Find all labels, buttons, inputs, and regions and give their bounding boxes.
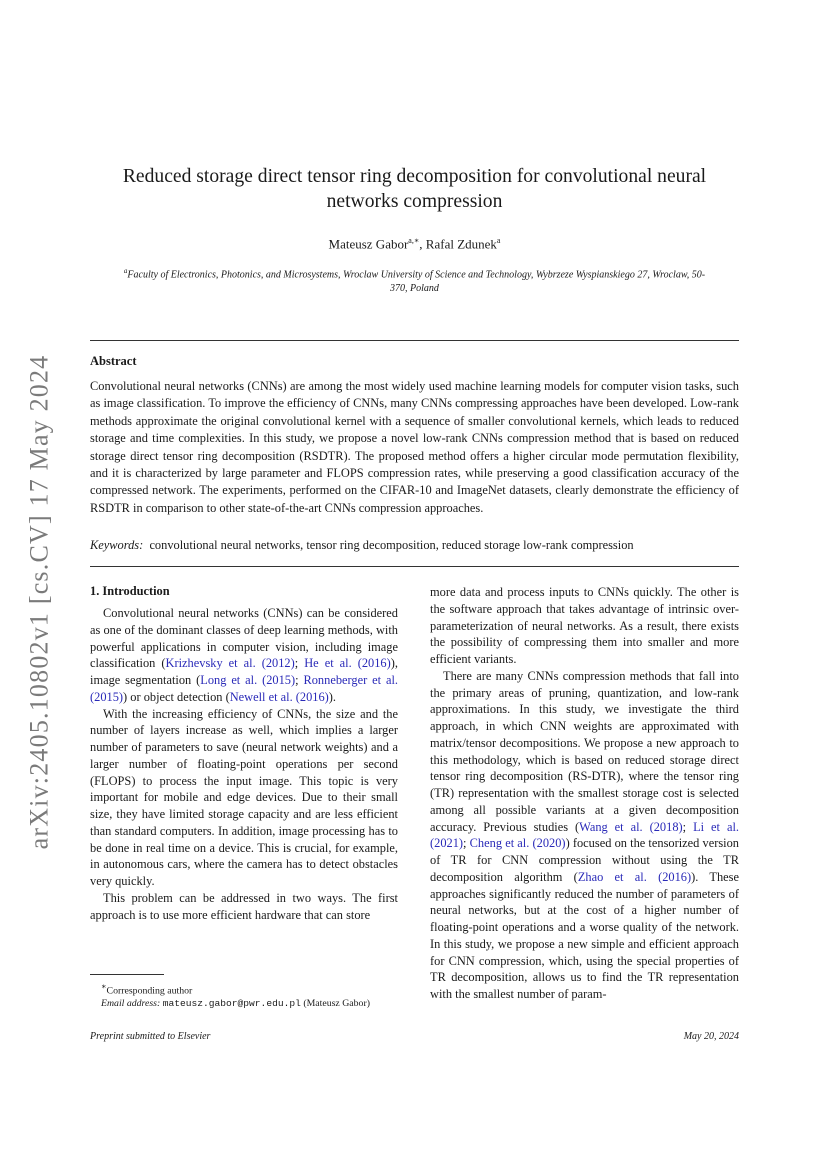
right-column [430,584,739,1003]
citation-link[interactable]: Ronneberger et al. (2015) [90,673,399,704]
affiliation-text: Faculty of Electronics, Photonics, and Microsystems, Wroclaw University of Science and Technology, Wybrzeze Wyspianskiego 27, Wroclaw, 50-370, Poland [127,269,706,295]
intro-paragraph-1: Convolutional neural networks (CNNs) can be considered as one of the dominant classes of deep learning methods, with powerful applications in computer vision, including image classification (Krizhevsky et al. (2012); He et al. (2016)), image segmentation (Long et al. (2015); Ronneberger et al. (2015)) or object detection (Newell et al. (2016)). [90,606,399,704]
intro-paragraph-2: With the increasing efficiency of CNNs, the size and the number of layers increase as well, which implies a larger number of parameters to save (neural network weights) and a larger number of floating-point operations per second (FLOPS) to process the input image. This topic is very important for mobile and edge devices. Due to their small size, they have limited storage capacity and are less efficient than standard computers. In addition, image processing has to be done in real time on a device. This is crucial, for example, in autonomous cars, where the camera has to detect obstacles very quickly. [90,706,398,888]
abstract-text: Convolutional neural networks (CNNs) are among the most widely used machine learning models for computer vision tasks, such as image classification. To improve the efficiency of CNNs, many CNNs compressing approaches have been developed. Low-rank methods approximate the original convolutional kernel with a sequence of smaller convolutional kernels, which leads to reduced storage and time complexities. In this study, we propose a novel low-rank CNNs compression method that is based on reduced storage direct tensor ring decomposition (RSDTR). The proposed method offers a higher circular mode permutation flexibility, and it is characterized by large parameter and FLOPS compression rates, while preserving a good classification accuracy of the compressed network. The experiments, performed on the CIFAR-10 and ImageNet datasets, clearly demonstrate the efficiency of RSDTR in comparison to other state-of-the-art CNNs compression approaches. [90,379,739,515]
section-heading: 1. Introduction [90,584,170,598]
arxiv-identifier-stamp [21,356,57,848]
affiliation-mark: a [123,267,128,275]
affiliation [120,264,709,296]
footnotes [90,980,398,1010]
citation-link[interactable]: Zhao et al. (2016) [577,869,692,884]
author-affiliation-mark: a,∗ [408,236,420,245]
keywords-label: Keywords: [90,538,144,552]
keywords [90,538,739,553]
left-column [90,584,398,923]
footnote-mark: ∗ [101,982,107,991]
footnote-rule [90,974,164,975]
abstract-heading: Abstract [90,354,137,368]
citation-link[interactable]: Cheng et al. (2020) [469,836,566,851]
citation-link[interactable]: Long et al. (2015) [200,673,296,687]
citation-link[interactable]: Li et al. (2021) [430,819,739,851]
intro-paragraph-3-continued: more data and process inputs to CNNs quickly. The other is the software approach that takes advantage of intrinsic over-parameterization of neural networks. As a result, there exists the possibility of compressing them into smaller and more efficient variants. [430,585,739,666]
footnote-corresponding: ∗Corresponding author [101,982,193,997]
intro-paragraph-3: This problem can be addressed in two ways. The first approach is to use more efficient hardware that can store [90,890,398,922]
author-separator: , [419,236,426,252]
arxiv-stamp-text: arXiv:2405.10802v1 [cs.CV] 17 May 2024 [24,354,53,850]
author-name: Rafal Zdunek [425,236,497,252]
footnote-email [90,997,398,1010]
abstract-bottom-rule [90,566,739,567]
abstract-top-rule [90,340,739,341]
email-link[interactable]: mateusz.gabor@pwr.edu.pl [162,998,301,1010]
author-affiliation-mark: a [496,236,501,245]
citation-link[interactable]: Krizhevsky et al. (2012) [165,656,295,671]
email-label: Email address: [101,998,161,1010]
footer-date: May 20, 2024 [683,1031,739,1042]
author-name: Mateusz Gabor [328,236,409,252]
keywords-text: convolutional neural networks, tensor ring decomposition, reduced storage low-rank compression [149,538,634,552]
citation-link[interactable]: Newell et al. (2016) [229,689,329,704]
footer-preprint-note: Preprint submitted to Elsevier [90,1031,211,1042]
paper-title: Reduced storage direct tensor ring decomposition for convolutional neural networks compression [122,166,707,212]
intro-paragraph-4: There are many CNNs compression methods that fall into the primary areas of pruning, quantization, and low-rank approximations. In this study, we investigate the third approach, in which CNN weights are approximated with matrix/tensor decompositions. We propose a new approach to this methodology, which is based on reduced storage direct tensor ring decomposition (RS-DTR), where the tensor ring (TR) representation with the smallest storage cost is selected among all possible variants at a given decomposition accuracy. Previous studies (Wang et al. (2018); Li et al. (2021); Cheng et al. (2020)) focused on the tensorized version of TR for CNN compression without using the TR decomposition algorithm (Zhao et al. (2016)). These approaches significantly reduced the number of parameters of neural networks, but at the cost of a higher number of floating-point operations and a worse quality of the network. In this study, we propose a new simple and efficient approach for CNN compression, which, using the special properties of TR decomposition, allows us to find the TR representation with the smallest number of param- [430,668,739,1001]
citation-link[interactable]: Wang et al. (2018) [579,819,683,834]
email-owner: (Mateusz Gabor) [303,998,370,1010]
citation-link[interactable]: He et al. (2016) [304,656,391,671]
author-list [90,236,739,252]
